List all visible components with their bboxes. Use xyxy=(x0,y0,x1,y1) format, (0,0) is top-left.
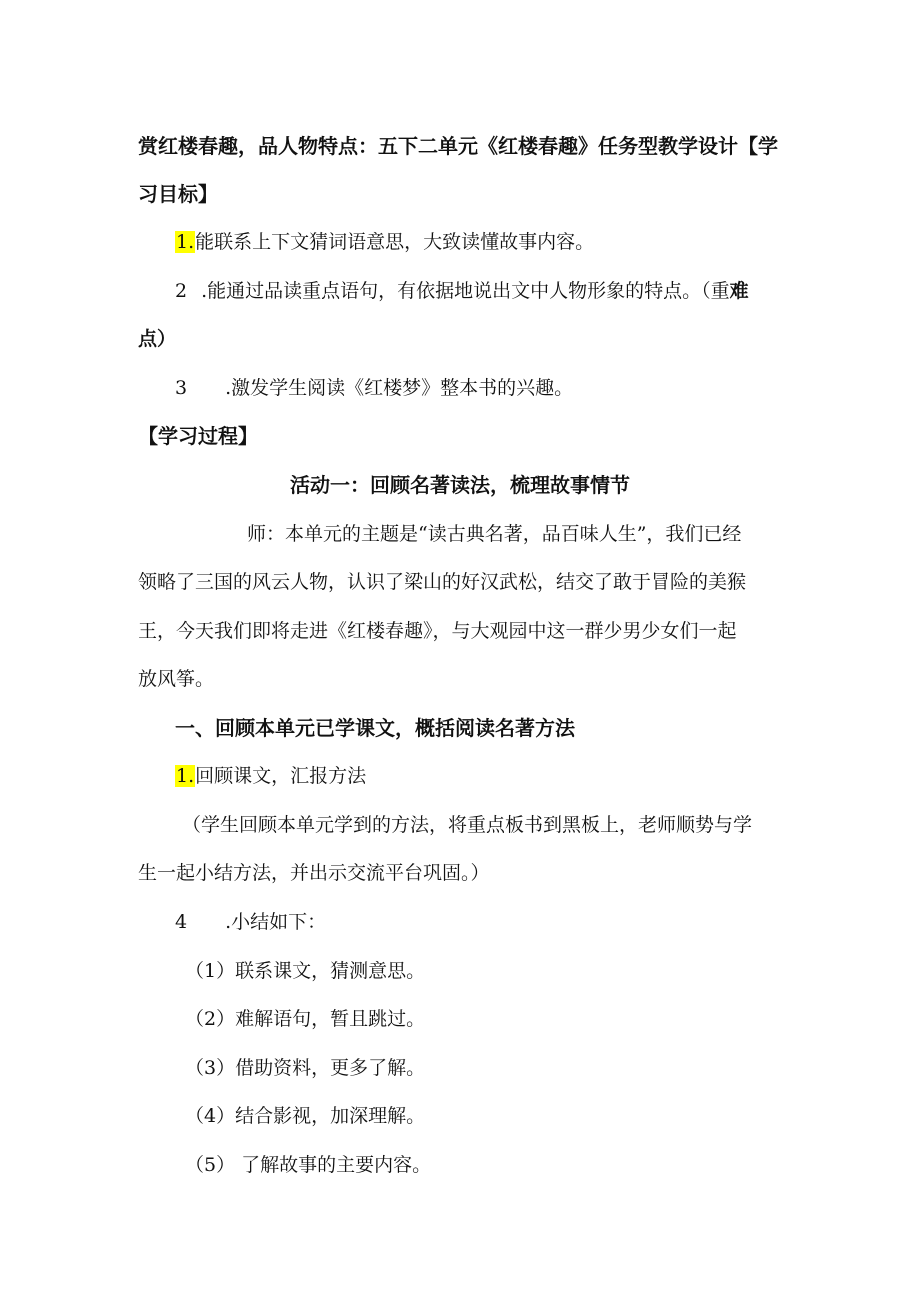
note-line-1: （学生回顾本单元学到的方法，将重点板书到黑板上，老师顺势与学 xyxy=(182,814,753,836)
document-title-line-2: 习目标】 xyxy=(138,182,218,206)
step-4-number: 4 xyxy=(175,911,188,933)
objective-1-number: 1. xyxy=(176,231,195,253)
teacher-paragraph-line-4: 放风筝。 xyxy=(138,668,215,690)
step-4 xyxy=(175,910,326,934)
step-1 xyxy=(175,764,366,788)
objective-item-1 xyxy=(175,230,594,254)
objective-item-3 xyxy=(175,376,573,400)
summary-item-4: （4）结合影视，加深理解。 xyxy=(185,1105,426,1127)
note-line-2: 生一起小结方法，并出示交流平台巩固。） xyxy=(138,862,490,884)
objective-1-text: 能联系上下文猜词语意思，大致读懂故事内容。 xyxy=(195,231,595,253)
teacher-paragraph-line-2: 领略了三国的风云人物，认识了梁山的好汉武松，结交了敢于冒险的美猴 xyxy=(138,571,747,593)
document-title-line-1: 赏红楼春趣，品人物特点：五下二单元《红楼春趣》任务型教学设计【学 xyxy=(138,134,778,158)
objective-3-number: 3 xyxy=(175,377,188,399)
objective-2-text: .能通过品读重点语句，有依据地说出文中人物形象的特点。（重 xyxy=(201,280,730,302)
process-heading: 【学习过程】 xyxy=(138,424,258,448)
summary-item-2: （2）难解语句，暂且跳过。 xyxy=(185,1008,426,1030)
objective-item-2 xyxy=(175,279,749,303)
summary-item-3: （3）借助资料，更多了解。 xyxy=(185,1057,426,1079)
activity-1-heading: 活动一：回顾名著读法，梳理故事情节 xyxy=(290,473,630,497)
step-1-number: 1. xyxy=(176,765,195,787)
teacher-paragraph-line-1: 师：本单元的主题是“读古典名著，品百味人生”，我们已经 xyxy=(247,523,742,545)
teacher-paragraph-line-3: 王，今天我们即将走进《红楼春趣》，与大观园中这一群少男少女们一起 xyxy=(138,620,737,642)
objective-2-bold: 难 xyxy=(729,280,749,302)
objective-2-continuation: 点） xyxy=(138,328,177,350)
objective-3-text: .激发学生阅读《红楼梦》整本书的兴趣。 xyxy=(225,377,574,399)
step-1-text: 回顾课文，汇报方法 xyxy=(195,765,367,787)
summary-item-5: （5） 了解故事的主要内容。 xyxy=(185,1154,432,1176)
step-4-text: .小结如下： xyxy=(225,911,327,933)
summary-item-1: （1）联系课文，猜测意思。 xyxy=(185,960,426,982)
section-1-heading: 一、回顾本单元已学课文，概括阅读名著方法 xyxy=(175,716,575,740)
objective-2-number: 2 xyxy=(175,280,188,302)
